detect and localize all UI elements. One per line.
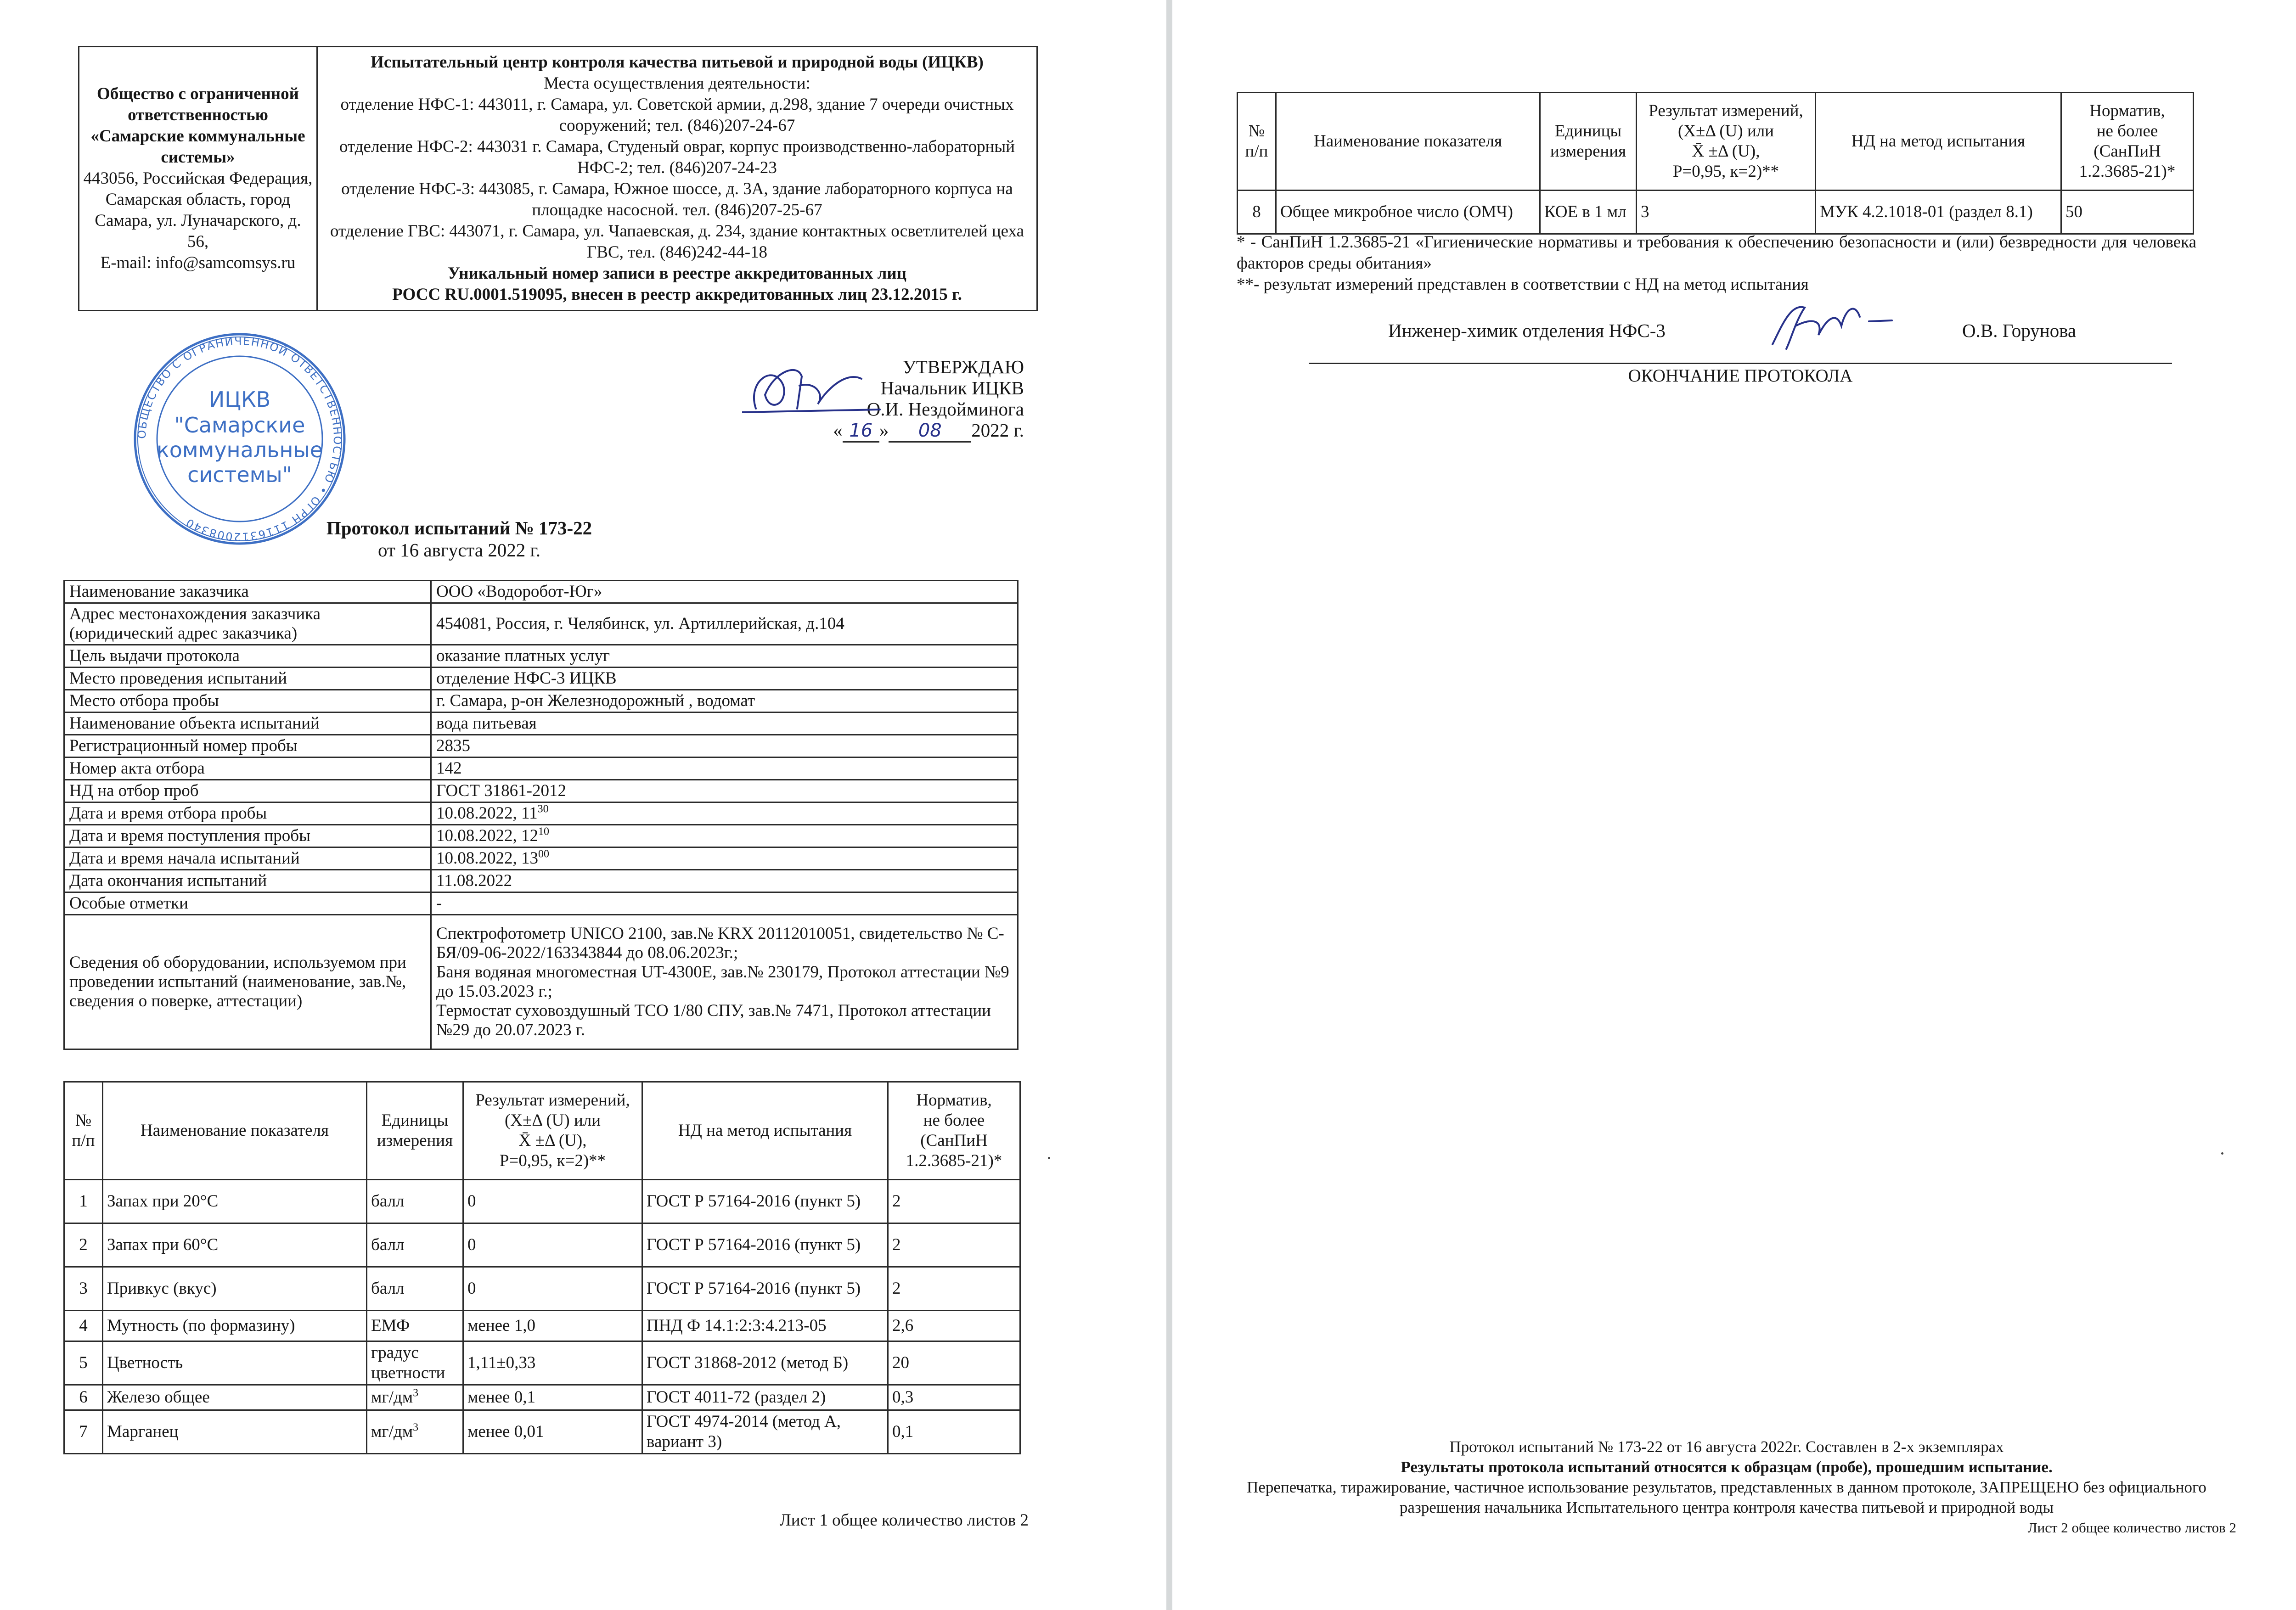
cell-name: Марганец bbox=[103, 1410, 367, 1454]
cell-method: ГОСТ Р 57164-2016 (пункт 5) bbox=[642, 1267, 888, 1311]
cell-value: 0 bbox=[463, 1223, 642, 1267]
stamp-ring-text: ОБЩЕСТВО С ОГРАНИЧЕННОЙ ОТВЕТСТВЕННОСТЬЮ • ОГРН 1116312008340 bbox=[135, 334, 344, 544]
info-value: 11.08.2022 bbox=[431, 870, 1018, 892]
lab-line: отделение НФС-1: 443011, г. Самара, ул. Советской армии, д.298, здание 7 очереди очистных сооружений; тел. (846)207-24-67 bbox=[340, 95, 1014, 135]
info-value bbox=[431, 825, 1018, 847]
equipment-line: Термостат суховоздушный ТСО 1/80 СПУ, зав.№ 7471, Протокол аттестации №29 до 20.07.2023 г. bbox=[436, 1001, 991, 1039]
header-method: НД на метод испытания bbox=[1816, 93, 2061, 191]
header-norm-line: 1.2.3685-21)* bbox=[906, 1151, 1002, 1170]
protocol-title-block bbox=[230, 517, 689, 561]
table-row bbox=[64, 690, 1018, 712]
info-value: отделение НФС-3 ИЦКВ bbox=[431, 668, 1018, 690]
cell-unit: балл bbox=[367, 1267, 463, 1311]
cell-method: ПНД Ф 14.1:2:3:4.213-05 bbox=[642, 1311, 888, 1341]
cell-value: менее 0,01 bbox=[463, 1410, 642, 1454]
approve-date bbox=[712, 420, 1024, 443]
organization-header-table bbox=[78, 46, 1038, 311]
info-value: оказание платных услуг bbox=[431, 645, 1018, 668]
info-label: Регистрационный номер пробы bbox=[64, 735, 431, 757]
stamp-text: "Самарские bbox=[174, 413, 305, 438]
cell-unit bbox=[367, 1385, 463, 1410]
cell-name: Железо общее bbox=[103, 1385, 367, 1410]
header-result-line: Р=0,95, к=2)** bbox=[1672, 162, 1779, 181]
cell-name: Цветность bbox=[103, 1341, 367, 1385]
divider bbox=[1309, 363, 2172, 364]
table-row bbox=[64, 1180, 1020, 1223]
footnote: **- результат измерений представлен в соответствии с НД на метод испытания bbox=[1237, 275, 1809, 294]
lab-line: отделение НФС-3: 443085, г. Самара, Южное шоссе, д. 3А, здание лабораторного корпуса на площадке насосной. тел. (846)207-25-67 bbox=[341, 180, 1013, 219]
cell-name: Общее микробное число (ОМЧ) bbox=[1276, 191, 1540, 234]
stamp-text: системы" bbox=[187, 462, 292, 487]
cell-unit: градус цветности bbox=[367, 1341, 463, 1385]
cell-unit bbox=[367, 1410, 463, 1454]
signer-name: О.В. Горунова bbox=[1962, 320, 2077, 341]
registry-line: РОСС RU.0001.519095, внесен в реестр аккредитованных лиц 23.12.2015 г. bbox=[392, 285, 962, 304]
approve-day: 16 bbox=[843, 420, 879, 443]
stamp-text: ИЦКВ bbox=[208, 387, 271, 412]
cell-num: 5 bbox=[64, 1341, 103, 1385]
table-row bbox=[64, 847, 1018, 870]
cell-value: менее 0,1 bbox=[463, 1385, 642, 1410]
info-label: Дата и время поступления пробы bbox=[64, 825, 431, 847]
info-label: Адрес местонахождения заказчика (юридический адрес заказчика) bbox=[64, 603, 431, 645]
cell-norm: 2 bbox=[888, 1223, 1020, 1267]
cell-name: Запах при 20°С bbox=[103, 1180, 367, 1223]
org-info-cell bbox=[79, 47, 317, 311]
quote-mark: « bbox=[833, 420, 843, 441]
cell-num: 8 bbox=[1238, 191, 1276, 234]
header-num: № п/п bbox=[1238, 93, 1276, 191]
cell-norm: 2,6 bbox=[888, 1311, 1020, 1341]
sample-info-table bbox=[63, 580, 1019, 1050]
cell-unit: КОЕ в 1 мл bbox=[1540, 191, 1637, 234]
info-value: 2835 bbox=[431, 735, 1018, 757]
cell-norm: 0,3 bbox=[888, 1385, 1020, 1410]
cell-name: Привкус (вкус) bbox=[103, 1267, 367, 1311]
minutes-sup: 30 bbox=[537, 803, 549, 815]
table-row bbox=[1238, 191, 2194, 234]
table-row bbox=[64, 668, 1018, 690]
results-table-continued bbox=[1237, 92, 2194, 235]
cell-value: 0 bbox=[463, 1180, 642, 1223]
header-result bbox=[1637, 93, 1816, 191]
info-label: Номер акта отбора bbox=[64, 757, 431, 780]
header-norm-line: 1.2.3685-21)* bbox=[2079, 162, 2176, 181]
table-row bbox=[64, 757, 1018, 780]
sheet-number: Лист 2 общее количество листов 2 bbox=[2027, 1520, 2236, 1536]
info-label: НД на отбор проб bbox=[64, 780, 431, 802]
info-value: вода питьевая bbox=[431, 712, 1018, 735]
equipment-label: Сведения об оборудовании, используемом при проведении испытаний (наименование, зав.№, сведения о поверке, аттестации) bbox=[64, 915, 431, 1049]
lab-line: Места осуществления деятельности: bbox=[544, 74, 810, 93]
results-header-row bbox=[1238, 93, 2194, 191]
header-result-line: Результат измерений, bbox=[1649, 101, 1803, 120]
footer-line: Протокол испытаний № 173-22 от 16 августа 2022г. Составлен в 2-х экземплярах bbox=[1449, 1438, 2004, 1456]
header-result bbox=[463, 1082, 642, 1180]
info-label: Цель выдачи протокола bbox=[64, 645, 431, 668]
header-method: НД на метод испытания bbox=[642, 1082, 888, 1180]
header-norm bbox=[888, 1082, 1020, 1180]
info-label: Место отбора пробы bbox=[64, 690, 431, 712]
cell-name: Запах при 60°С bbox=[103, 1223, 367, 1267]
approve-month: 08 bbox=[889, 420, 971, 443]
datetime-value: 10.08.2022, 12 bbox=[436, 826, 538, 845]
approve-name: О.И. Нездойминога bbox=[867, 398, 1024, 420]
datetime-value: 10.08.2022, 11 bbox=[436, 804, 538, 823]
cell-num: 6 bbox=[64, 1385, 103, 1410]
protocol-title: Протокол испытаний № 173-22 bbox=[326, 517, 592, 539]
cell-norm: 20 bbox=[888, 1341, 1020, 1385]
cell-value: 3 bbox=[1637, 191, 1816, 234]
info-value bbox=[431, 847, 1018, 870]
header-norm-line: не более bbox=[923, 1111, 985, 1130]
unit-sup: 3 bbox=[413, 1421, 419, 1434]
quote-mark: » bbox=[879, 420, 889, 441]
table-row bbox=[64, 1311, 1020, 1341]
info-value: - bbox=[431, 892, 1018, 915]
cell-method: ГОСТ Р 57164-2016 (пункт 5) bbox=[642, 1180, 888, 1223]
info-label: Наименование объекта испытаний bbox=[64, 712, 431, 735]
cell-num: 7 bbox=[64, 1410, 103, 1454]
equipment-value bbox=[431, 915, 1018, 1049]
info-label: Место проведения испытаний bbox=[64, 668, 431, 690]
cell-norm: 2 bbox=[888, 1267, 1020, 1311]
protocol-date: от 16 августа 2022 г. bbox=[377, 539, 540, 561]
cell-unit: ЕМФ bbox=[367, 1311, 463, 1341]
cell-num: 4 bbox=[64, 1311, 103, 1341]
header-result-line: X̄ ±Δ (U), bbox=[518, 1131, 587, 1150]
header-num: № п/п bbox=[64, 1082, 103, 1180]
info-label: Дата и время отбора пробы bbox=[64, 802, 431, 825]
table-row bbox=[64, 645, 1018, 668]
footnotes bbox=[1237, 232, 2196, 295]
engineer-signature bbox=[1763, 298, 1901, 353]
table-row bbox=[64, 1385, 1020, 1410]
info-value: 142 bbox=[431, 757, 1018, 780]
header-norm-line: Норматив, bbox=[916, 1091, 992, 1110]
end-of-protocol-label: ОКОНЧАНИЕ ПРОТОКОЛА bbox=[1628, 366, 1853, 386]
approve-year: 2022 г. bbox=[971, 420, 1024, 441]
info-label: Особые отметки bbox=[64, 892, 431, 915]
cell-method: ГОСТ 4974-2014 (метод А, вариант 3) bbox=[642, 1410, 888, 1454]
lab-line: отделение НФС-2: 443031 г. Самара, Студеный овраг, корпус производственно-лабораторный НФС-2; тел. (846)207-24-23 bbox=[339, 137, 1015, 177]
minutes-sup: 00 bbox=[538, 848, 549, 860]
table-row bbox=[64, 712, 1018, 735]
footer-line: Перепечатка, тиражирование, частичное использование результатов, представленных в данном протоколе, ЗАПРЕЩЕНО без официального разрешения начальника Испытательного центра контроля качества питьевой и природной воды bbox=[1247, 1478, 2206, 1516]
page-1-footer: Лист 1 общее количество листов 2 bbox=[779, 1511, 1029, 1530]
footer-line: Результаты протокола испытаний относятся к образцам (пробе), прошедшим испытание. bbox=[1401, 1458, 2053, 1476]
cell-norm: 2 bbox=[888, 1180, 1020, 1223]
minutes-sup: 10 bbox=[538, 825, 549, 838]
header-units: Единицы измерения bbox=[1540, 93, 1637, 191]
table-row bbox=[64, 735, 1018, 757]
cell-method: ГОСТ Р 57164-2016 (пункт 5) bbox=[642, 1223, 888, 1267]
cell-method: МУК 4.2.1018-01 (раздел 8.1) bbox=[1816, 191, 2061, 234]
header-norm-line: (СанПиН bbox=[920, 1131, 988, 1150]
header-norm bbox=[2061, 93, 2194, 191]
org-name: Общество с ограниченной ответственностью «Самарские коммунальные системы» bbox=[90, 84, 305, 167]
info-value: ООО «Водоробот-Юг» bbox=[431, 581, 1018, 603]
info-value: ГОСТ 31861-2012 bbox=[431, 780, 1018, 802]
info-value bbox=[431, 802, 1018, 825]
header-units: Единицы измерения bbox=[367, 1082, 463, 1180]
table-row bbox=[64, 581, 1018, 603]
organization-stamp bbox=[120, 330, 359, 548]
table-row bbox=[64, 892, 1018, 915]
table-row bbox=[64, 1410, 1020, 1454]
header-norm-line: (СанПиН bbox=[2093, 142, 2161, 161]
header-norm-line: Норматив, bbox=[2089, 101, 2165, 120]
lab-info-cell bbox=[317, 47, 1037, 311]
approve-position: Начальник ИЦКВ bbox=[880, 377, 1024, 398]
info-label: Дата окончания испытаний bbox=[64, 870, 431, 892]
unit-text: мг/дм bbox=[371, 1388, 413, 1407]
cell-value: 1,11±0,33 bbox=[463, 1341, 642, 1385]
lab-line: отделение ГВС: 443071, г. Самара, ул. Чапаевская, д. 234, здание контактных осветлителей цеха ГВС, тел. (846)242-44-18 bbox=[330, 222, 1024, 262]
cell-num: 1 bbox=[64, 1180, 103, 1223]
approver-signature bbox=[742, 353, 889, 422]
org-address: 443056, Российская Федерация, Самарская область, город Самара, ул. Луначарского, д. 56, bbox=[83, 169, 313, 251]
header-name: Наименование показателя bbox=[1276, 93, 1540, 191]
equipment-line: Баня водяная многоместная UT-4300E, зав.№ 230179, Протокол аттестации №9 до 15.03.2023 г.; bbox=[436, 963, 1009, 1001]
table-row bbox=[64, 1341, 1020, 1385]
footnote: * - СанПиН 1.2.3685-21 «Гигиенические нормативы и требования к обеспечению безопасности и (или) безвредности для человека факторов среды обитания» bbox=[1237, 233, 2196, 273]
info-label: Дата и время начала испытаний bbox=[64, 847, 431, 870]
registry-line: Уникальный номер записи в реестре аккредитованных лиц bbox=[447, 264, 907, 283]
equipment-line: Спектрофотометр UNICO 2100, зав.№ KRX 20112010051, свидетельство № С-БЯ/09-06-2022/163343844 до 08.06.2023г.; bbox=[436, 924, 1004, 962]
unit-sup: 3 bbox=[413, 1387, 419, 1399]
header-result-line: Результат измерений, bbox=[475, 1091, 630, 1110]
header-name: Наименование показателя bbox=[103, 1082, 367, 1180]
cell-norm: 50 bbox=[2061, 191, 2194, 234]
scan-speck bbox=[2221, 1152, 2223, 1155]
table-row bbox=[64, 825, 1018, 847]
info-value: г. Самара, р-он Железнодорожный , водомат bbox=[431, 690, 1018, 712]
cell-num: 2 bbox=[64, 1223, 103, 1267]
results-header-row bbox=[64, 1082, 1020, 1180]
cell-method: ГОСТ 31868-2012 (метод Б) bbox=[642, 1341, 888, 1385]
header-result-line: (Х±Δ (U) или bbox=[504, 1111, 601, 1130]
stamp-text: коммунальные bbox=[156, 438, 323, 462]
approve-title: УТВЕРЖДАЮ bbox=[902, 356, 1024, 377]
table-row bbox=[64, 1223, 1020, 1267]
table-row bbox=[64, 603, 1018, 645]
results-table bbox=[63, 1081, 1021, 1454]
cell-unit: балл bbox=[367, 1223, 463, 1267]
header-result-line: (Х±Δ (U) или bbox=[1677, 122, 1774, 140]
table-row bbox=[64, 802, 1018, 825]
cell-unit: балл bbox=[367, 1180, 463, 1223]
page-2-footer bbox=[1217, 1437, 2236, 1538]
header-result-line: X̄ ±Δ (U), bbox=[1692, 142, 1760, 161]
cell-method: ГОСТ 4011-72 (раздел 2) bbox=[642, 1385, 888, 1410]
unit-text: мг/дм bbox=[371, 1422, 413, 1441]
datetime-value: 10.08.2022, 13 bbox=[436, 849, 538, 868]
header-result-line: Р=0,95, к=2)** bbox=[499, 1151, 606, 1170]
org-email: E-mail: info@samcomsys.ru bbox=[100, 253, 296, 272]
signer-role: Инженер-химик отделения НФС-3 bbox=[1388, 320, 1666, 341]
info-value: 454081, Россия, г. Челябинск, ул. Артиллерийская, д.104 bbox=[431, 603, 1018, 645]
table-row bbox=[64, 780, 1018, 802]
lab-title: Испытательный центр контроля качества питьевой и природной воды (ИЦКВ) bbox=[371, 53, 984, 72]
table-row bbox=[64, 870, 1018, 892]
cell-value: 0 bbox=[463, 1267, 642, 1311]
cell-num: 3 bbox=[64, 1267, 103, 1311]
table-row bbox=[64, 1267, 1020, 1311]
cell-name: Мутность (по формазину) bbox=[103, 1311, 367, 1341]
cell-value: менее 1,0 bbox=[463, 1311, 642, 1341]
page-gap bbox=[1166, 0, 1172, 1610]
table-row bbox=[64, 915, 1018, 1049]
info-label: Наименование заказчика bbox=[64, 581, 431, 603]
scan-speck bbox=[1048, 1157, 1050, 1159]
cell-norm: 0,1 bbox=[888, 1410, 1020, 1454]
header-norm-line: не более bbox=[2096, 122, 2158, 140]
